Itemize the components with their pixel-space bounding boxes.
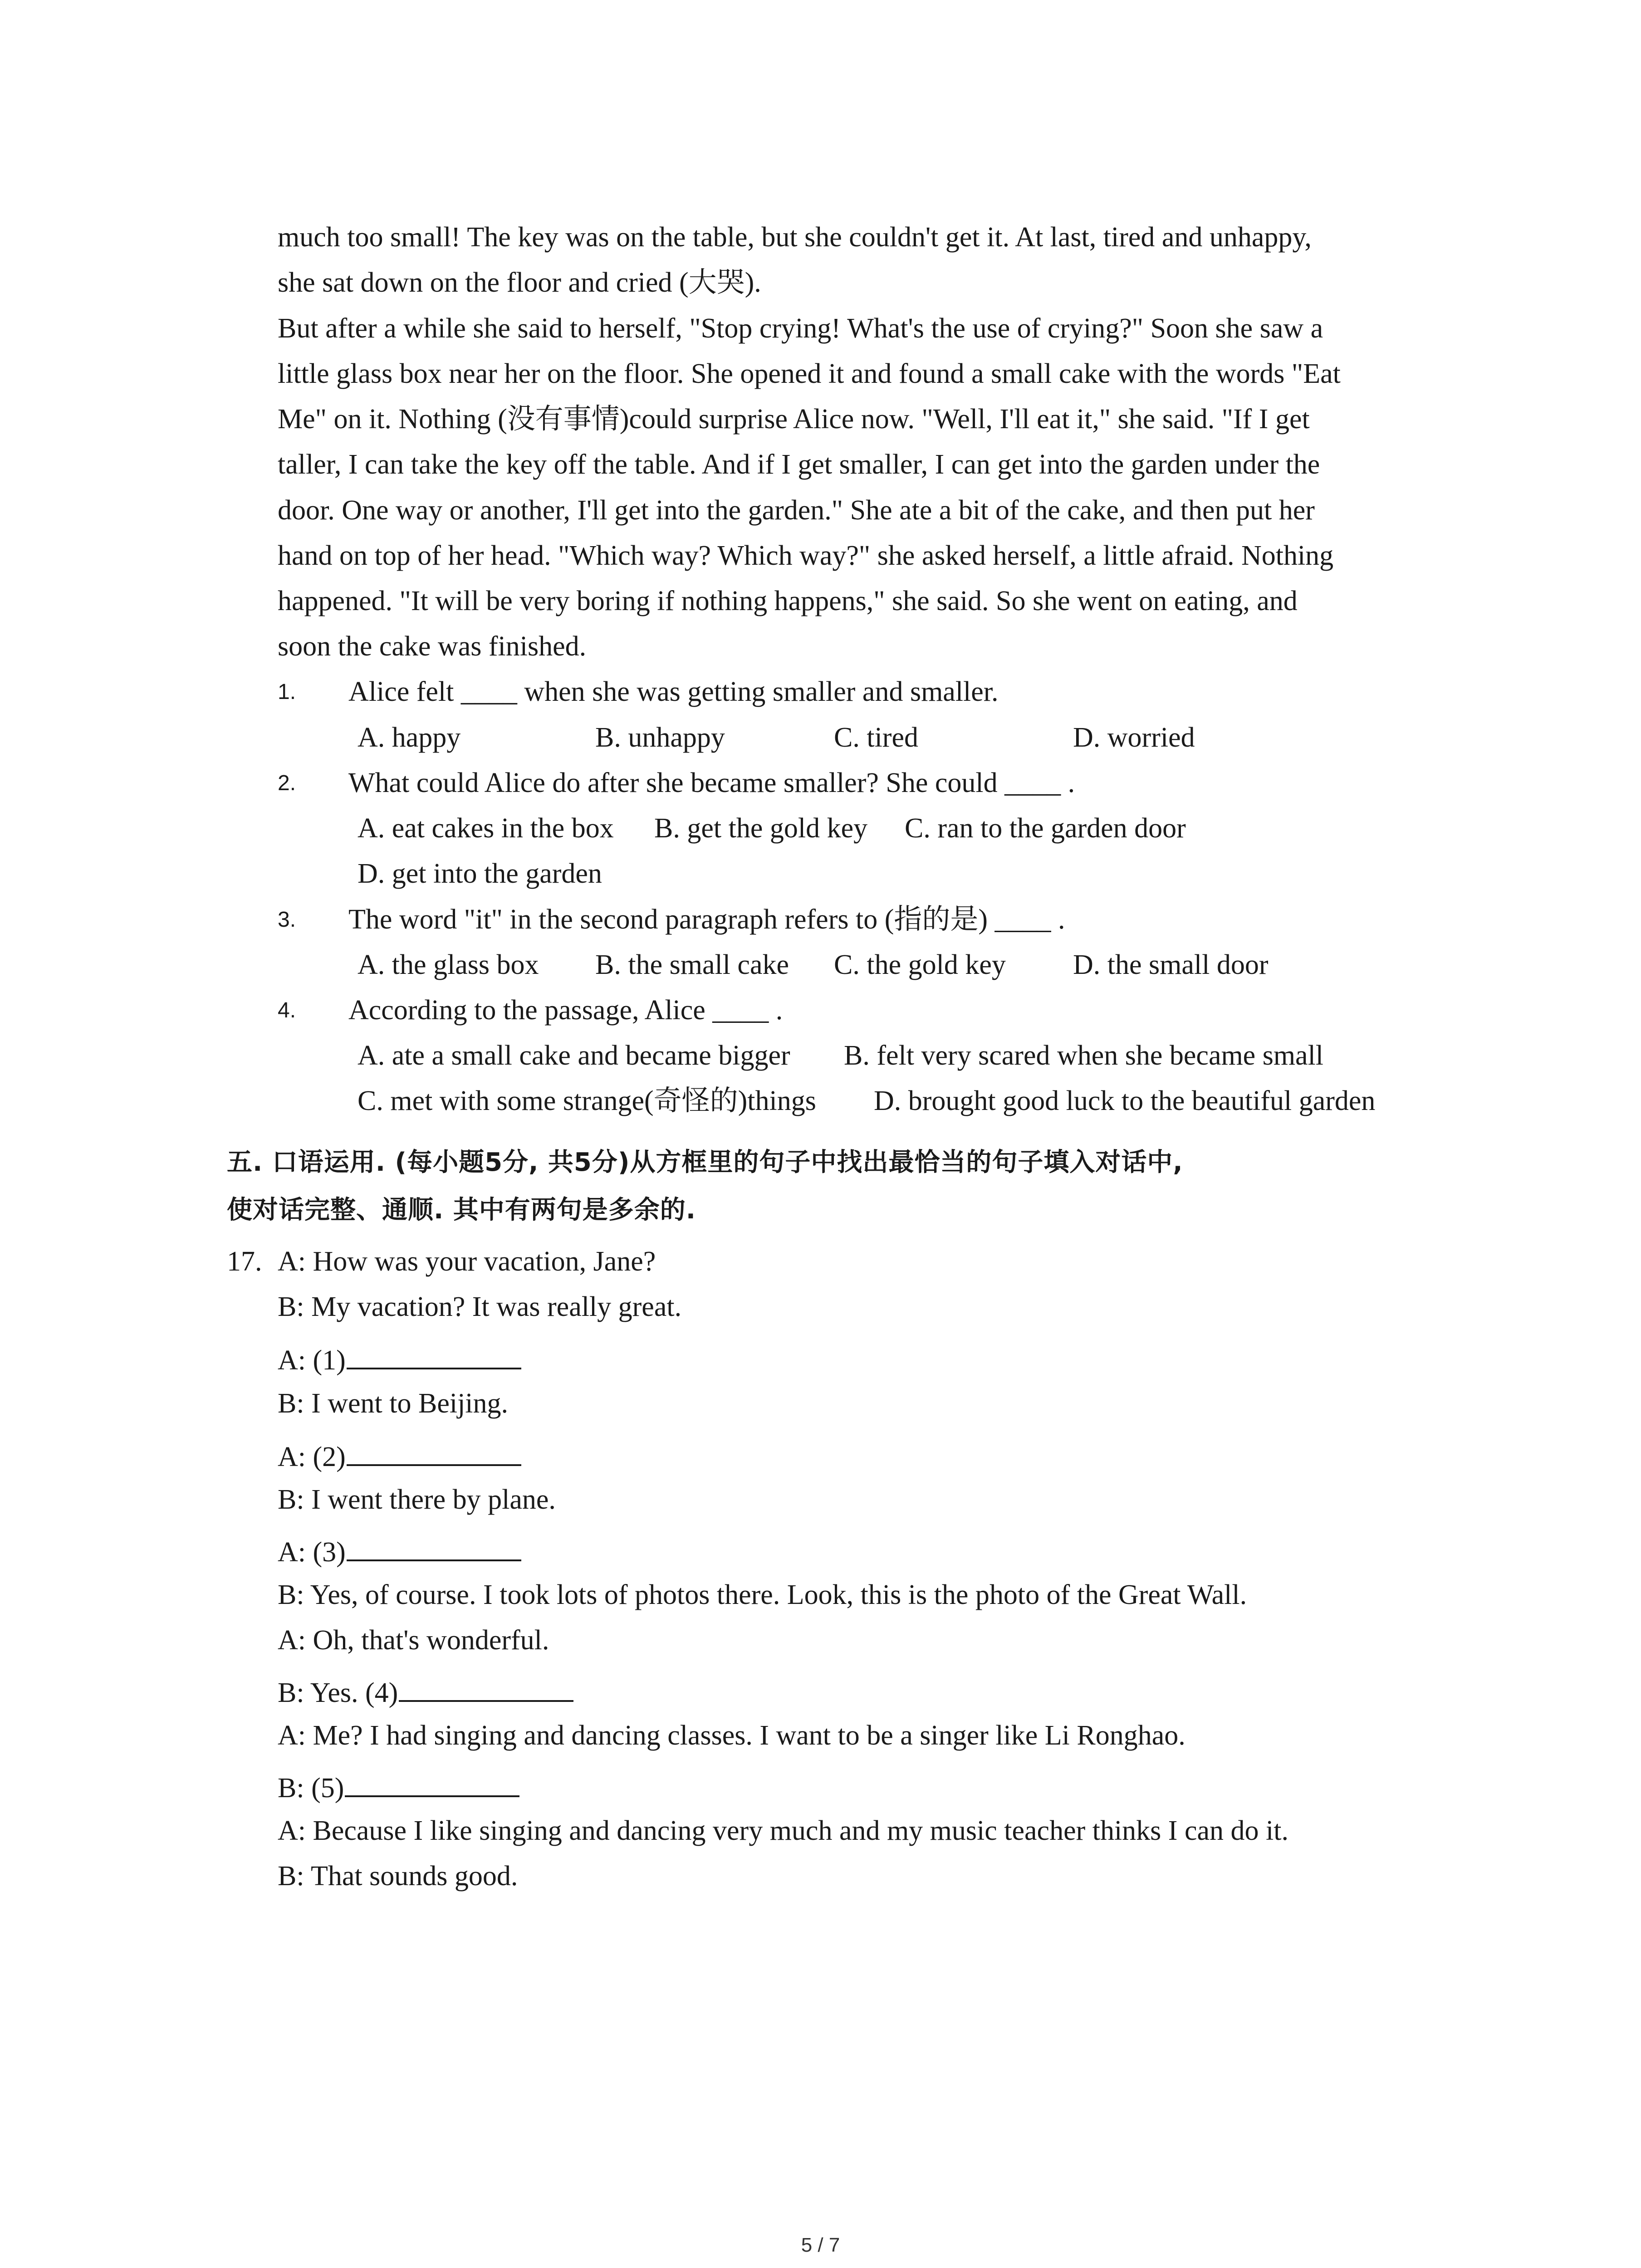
answer-blank-2[interactable] [347, 1438, 521, 1466]
dialogue-text: A: (2) [278, 1442, 346, 1472]
option-d: D. get into the garden [358, 858, 602, 889]
option-d: D. the small door [1073, 949, 1269, 980]
option-a: A. eat cakes in the box [358, 813, 614, 844]
answer-blank-5[interactable] [345, 1769, 519, 1797]
option-b: B. unhappy [595, 722, 725, 753]
dialogue-text: B: (5) [278, 1773, 344, 1804]
dialogue-line: B: I went there by plane. [278, 1484, 556, 1515]
option-c: C. tired [834, 722, 918, 753]
question-number: 17. [227, 1246, 262, 1277]
question-number: 2. [278, 771, 296, 795]
dialogue-line: B: Yes, of course. I took lots of photos there. Look, this is the photo of the Great Wall. [278, 1579, 1247, 1610]
option-a: A. the glass box [358, 949, 539, 980]
option-d: D. worried [1073, 722, 1195, 753]
option-c: C. the gold key [834, 949, 1006, 980]
dialogue-line-blank [278, 1533, 521, 1566]
dialogue-text: B: Yes. (4) [278, 1677, 398, 1708]
dialogue-text: A: (1) [278, 1345, 346, 1376]
page-number: 5 / 7 [801, 2234, 840, 2256]
answer-blank-1[interactable] [347, 1341, 521, 1369]
answer-blank-3[interactable] [347, 1533, 521, 1561]
option-d: D. brought good luck to the beautiful garden [874, 1085, 1376, 1116]
passage-line: happened. "It will be very boring if nothing happens," she said. So she went on eating, and [278, 586, 1298, 616]
dialogue-line: A: Oh, that's wonderful. [278, 1625, 549, 1656]
option-c: C. met with some strange(奇怪的)things [358, 1085, 816, 1116]
dialogue-text: A: (3) [278, 1537, 346, 1568]
passage-line: little glass box near her on the floor. She opened it and found a small cake with the words "Eat [278, 358, 1341, 389]
passage-line: But after a while she said to herself, "Stop crying! What's the use of crying?" Soon she saw a [278, 313, 1323, 344]
dialogue-line: B: I went to Beijing. [278, 1388, 509, 1419]
question-text: What could Alice do after she became smaller? She could ____ . [348, 767, 1075, 798]
option-a: A. happy [358, 722, 461, 753]
option-c: C. ran to the garden door [905, 813, 1186, 844]
answer-blank-4[interactable] [399, 1674, 573, 1702]
passage-line: Me" on it. Nothing (没有事情)could surprise Alice now. "Well, I'll eat it," she said. "If I get [278, 404, 1310, 435]
dialogue-line: B: My vacation? It was really great. [278, 1291, 682, 1322]
question-number: 1. [278, 680, 296, 704]
question-text: The word "it" in the second paragraph refers to (指的是) ____ . [348, 904, 1065, 935]
option-b: B. the small cake [595, 949, 789, 980]
section-heading: 使对话完整、通顺. 其中有两句是多余的. [227, 1195, 696, 1225]
question-number: 4. [278, 998, 296, 1022]
question-number: 3. [278, 908, 296, 932]
passage-line: hand on top of her head. "Which way? Which way?" she asked herself, a little afraid. Nothing [278, 540, 1334, 571]
option-a: A. ate a small cake and became bigger [358, 1040, 790, 1071]
dialogue-line: A: Because I like singing and dancing very much and my music teacher thinks I can do it. [278, 1815, 1288, 1846]
dialogue-line: A: Me? I had singing and dancing classes. I want to be a singer like Li Ronghao. [278, 1720, 1185, 1751]
option-b: B. get the gold key [654, 813, 868, 844]
question-text: According to the passage, Alice ____ . [348, 995, 783, 1026]
dialogue-line-blank [278, 1674, 573, 1707]
passage-line: much too small! The key was on the table, but she couldn't get it. At last, tired and unhappy, [278, 222, 1312, 253]
dialogue-line: B: That sounds good. [278, 1861, 518, 1892]
dialogue-line-blank [278, 1769, 519, 1802]
dialogue-line-blank [278, 1341, 521, 1374]
dialogue-line: A: How was your vacation, Jane? [278, 1246, 656, 1277]
section-heading: 五. 口语运用. (每小题5分, 共5分)从方框里的句子中找出最恰当的句子填入对话中, [227, 1148, 1183, 1177]
passage-line: door. One way or another, I'll get into the garden." She ate a bit of the cake, and then put her [278, 495, 1315, 526]
passage-line: taller, I can take the key off the table. And if I get smaller, I can get into the garden under the [278, 449, 1320, 480]
dialogue-line-blank [278, 1438, 521, 1471]
passage-line: she sat down on the floor and cried (大哭). [278, 267, 761, 298]
passage-line: soon the cake was finished. [278, 631, 587, 662]
question-text: Alice felt ____ when she was getting smaller and smaller. [348, 676, 999, 707]
option-b: B. felt very scared when she became small [844, 1040, 1324, 1071]
